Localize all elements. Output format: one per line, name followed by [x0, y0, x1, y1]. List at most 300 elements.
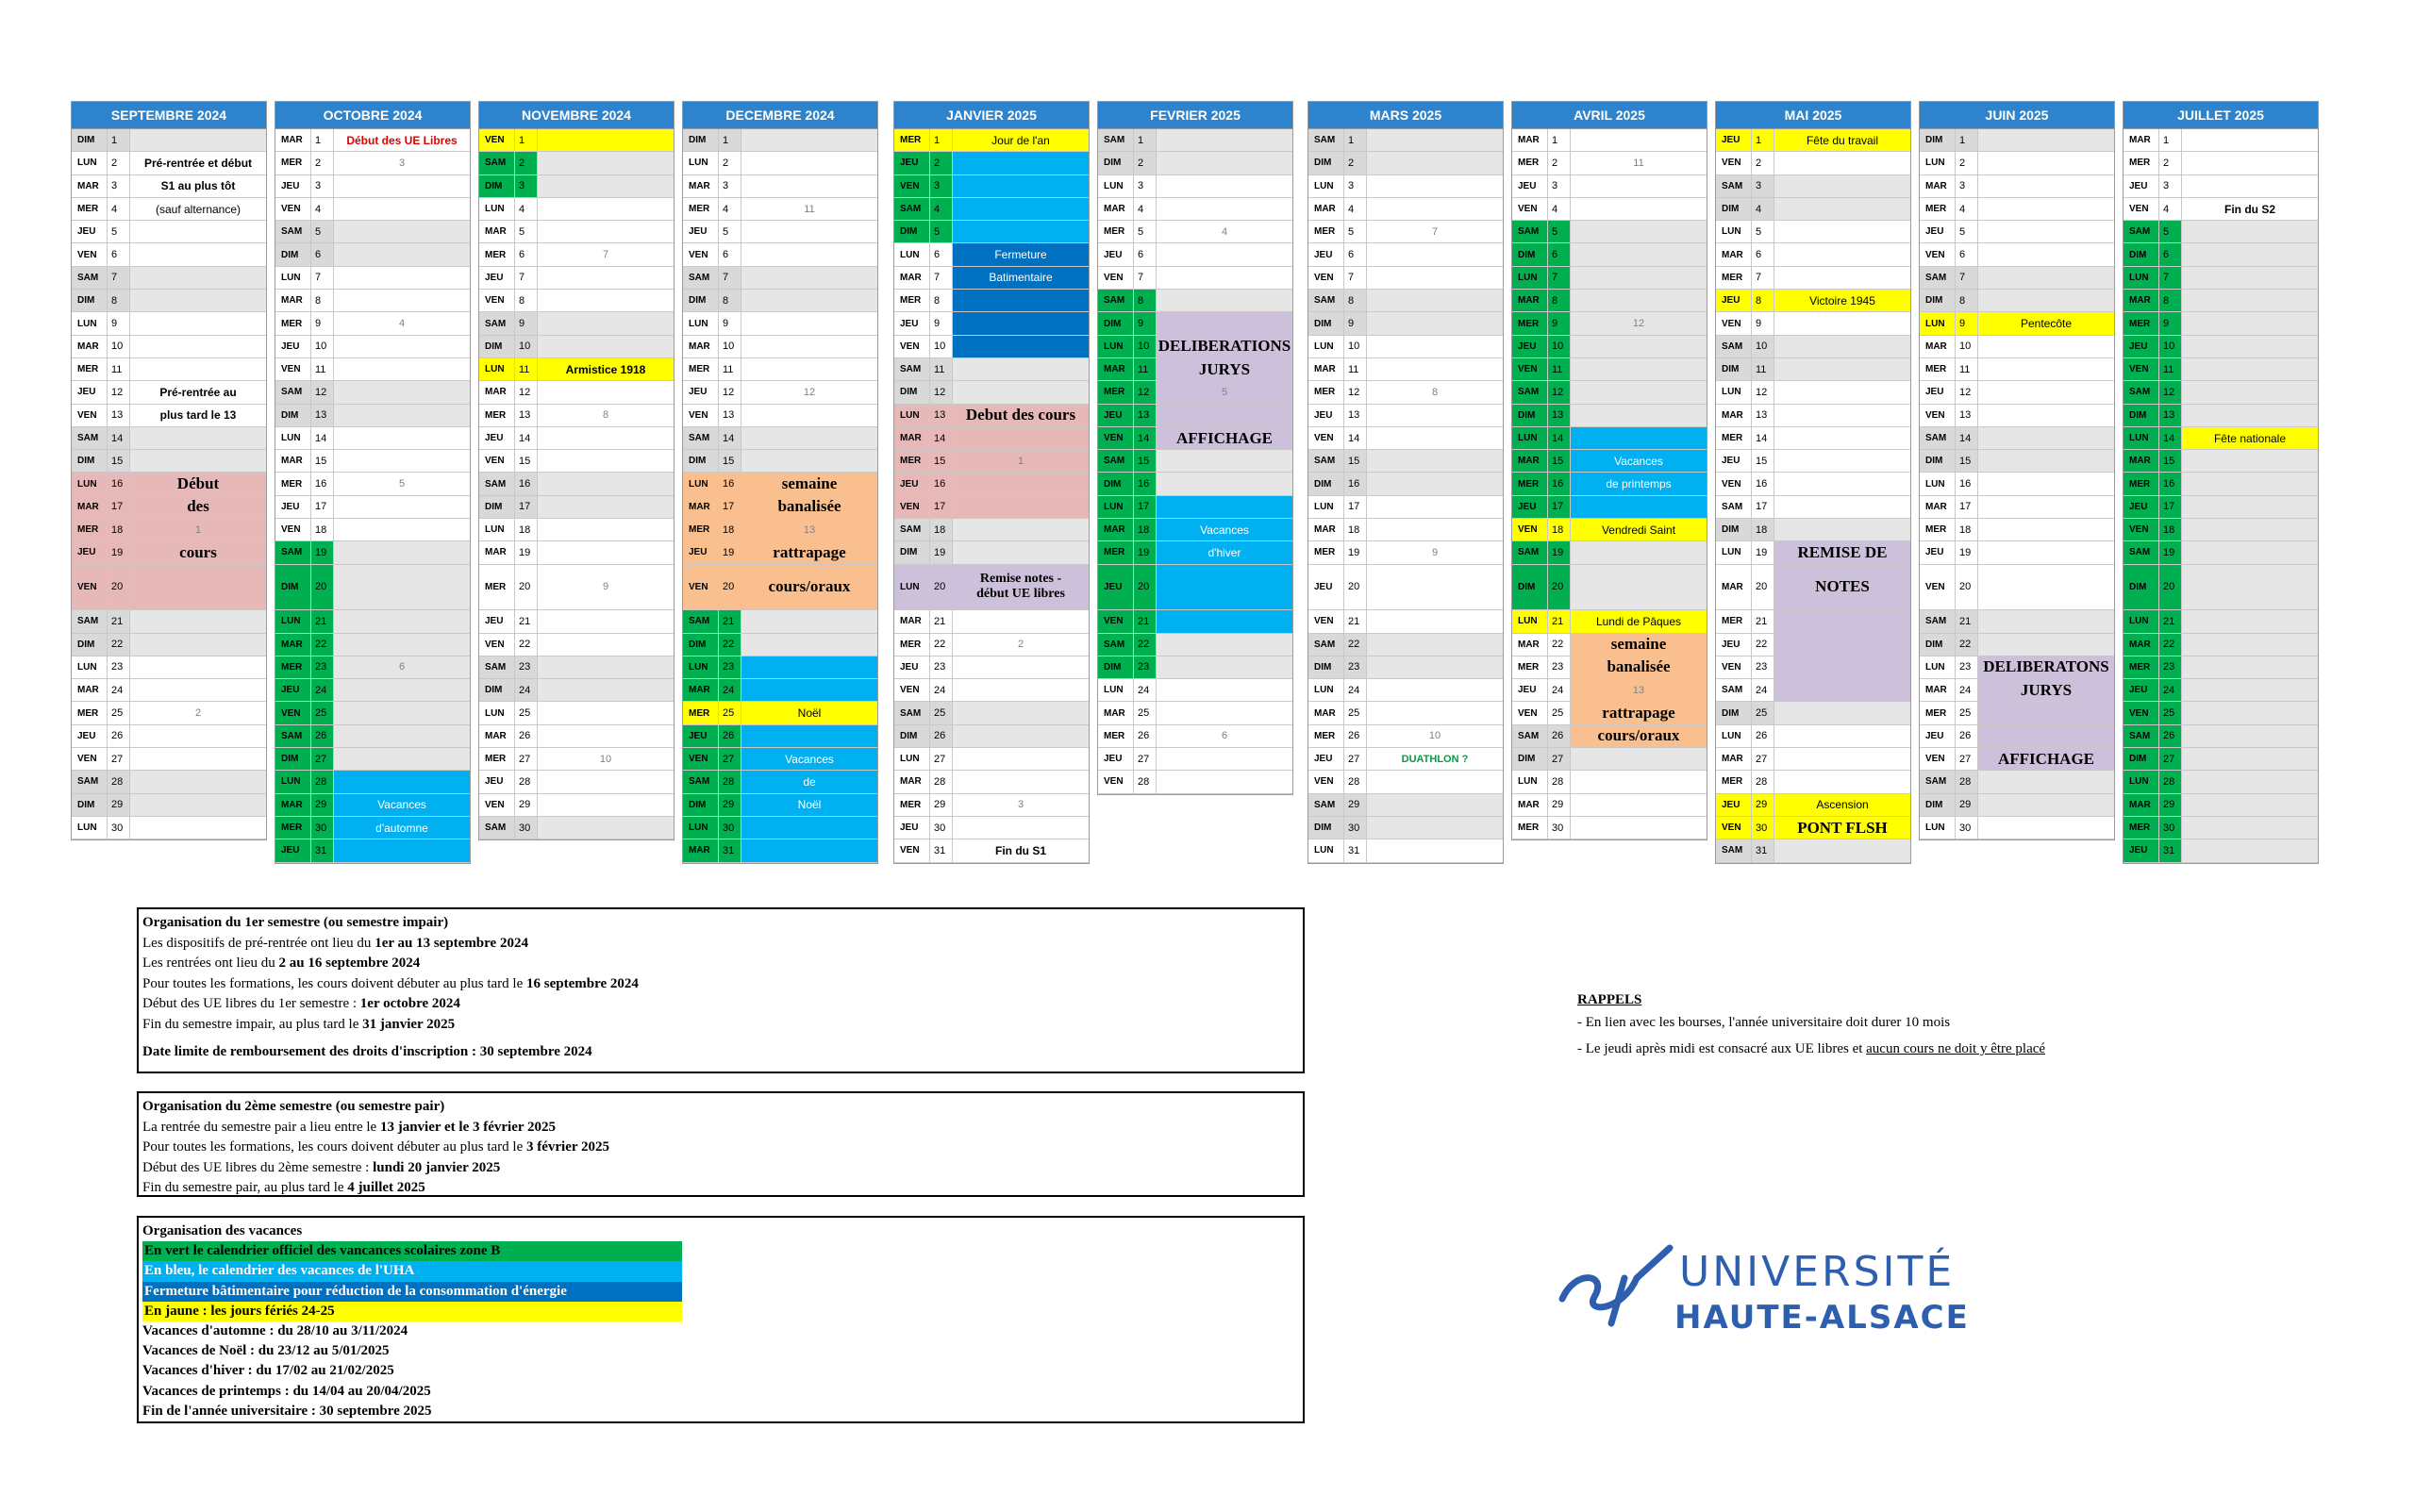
day-number: 2 — [1956, 152, 1978, 174]
weekday-label: SAM — [275, 725, 311, 747]
day-number: 9 — [108, 312, 130, 334]
day-row — [1920, 175, 2114, 198]
day-event — [538, 656, 674, 678]
day-number: 28 — [1548, 771, 1571, 792]
weekday-label: MAR — [1098, 198, 1134, 220]
day-number: 8 — [2159, 290, 2182, 311]
day-event — [2182, 702, 2318, 723]
day-number: 21 — [108, 610, 130, 632]
day-number: 1 — [311, 129, 334, 151]
day-number: 25 — [2159, 702, 2182, 723]
day-row — [683, 290, 877, 312]
weekday-label: SAM — [1308, 290, 1344, 311]
day-event: cours — [130, 541, 266, 563]
day-event — [538, 267, 674, 289]
day-row — [1920, 381, 2114, 404]
day-number: 13 — [108, 405, 130, 426]
weekday-label: LUN — [1512, 610, 1548, 632]
day-event — [1367, 198, 1503, 220]
day-row — [72, 656, 266, 679]
day-row — [479, 243, 674, 266]
day-number: 18 — [1344, 519, 1367, 540]
day-event: Vendredi Saint — [1571, 519, 1707, 540]
day-row — [1920, 771, 2114, 793]
day-row — [1920, 358, 2114, 381]
day-number: 8 — [108, 290, 130, 311]
weekday-label: MER — [1098, 381, 1134, 403]
weekday-label: MER — [683, 702, 719, 723]
day-number: 22 — [515, 634, 538, 656]
day-number: 26 — [719, 725, 741, 747]
weekday-label: LUN — [1920, 152, 1956, 174]
day-row — [479, 679, 674, 702]
day-row — [1920, 221, 2114, 243]
day-number: 14 — [1134, 427, 1157, 449]
day-number: 14 — [1548, 427, 1571, 449]
day-number: 8 — [515, 290, 538, 311]
weekday-label: SAM — [1098, 450, 1134, 472]
weekday-label: JEU — [1920, 725, 1956, 747]
day-number: 1 — [1752, 129, 1774, 151]
day-event — [1571, 748, 1707, 770]
day-number: 15 — [719, 450, 741, 472]
day-number: 31 — [930, 839, 953, 861]
day-event — [334, 198, 470, 220]
day-row — [1716, 129, 1910, 152]
day-row — [683, 405, 877, 427]
day-row — [683, 496, 877, 519]
day-number: 23 — [1548, 656, 1571, 678]
day-event — [1774, 771, 1910, 792]
weekday-label: JEU — [894, 312, 930, 334]
day-row — [275, 129, 470, 152]
weekday-label: MER — [894, 794, 930, 816]
day-row — [1308, 405, 1503, 427]
day-event — [1571, 496, 1707, 518]
day-event — [2182, 839, 2318, 861]
day-row — [1716, 152, 1910, 174]
day-event — [1978, 290, 2114, 311]
day-event — [1157, 152, 1292, 174]
weekday-label: VEN — [1920, 748, 1956, 770]
day-row — [1512, 267, 1707, 290]
day-event — [1774, 381, 1910, 403]
weekday-label: SAM — [72, 427, 108, 449]
day-event — [2182, 473, 2318, 494]
day-number: 17 — [930, 496, 953, 518]
day-row — [683, 198, 877, 221]
weekday-label: SAM — [1920, 610, 1956, 632]
day-event — [1157, 771, 1292, 792]
day-number: 3 — [1548, 175, 1571, 197]
day-number: 13 — [1956, 405, 1978, 426]
day-event — [334, 565, 470, 610]
weekday-label: MAR — [1716, 405, 1752, 426]
day-event — [334, 221, 470, 242]
day-number: 7 — [1134, 267, 1157, 289]
weekday-label: JEU — [894, 473, 930, 494]
weekday-label: VEN — [894, 175, 930, 197]
day-row — [683, 473, 877, 495]
day-row — [683, 679, 877, 702]
day-row — [683, 702, 877, 724]
weekday-label: VEN — [1098, 267, 1134, 289]
day-event — [1978, 794, 2114, 816]
day-number: 9 — [719, 312, 741, 334]
day-event: Batimentaire — [953, 267, 1089, 289]
day-number: 6 — [1956, 243, 1978, 265]
day-event: Fin du S2 — [2224, 202, 2275, 216]
weekday-label: VEN — [2124, 358, 2159, 380]
day-event — [1367, 152, 1503, 174]
day-number: 28 — [1752, 771, 1774, 792]
day-event: 8 — [602, 409, 609, 422]
weekday-label: MAR — [1716, 748, 1752, 770]
weekday-label: MAR — [275, 450, 311, 472]
weekday-label: DIM — [1098, 473, 1134, 494]
day-event — [953, 473, 1089, 494]
weekday-label: SAM — [72, 771, 108, 792]
day-event: Fermeture — [953, 243, 1089, 265]
day-event — [538, 152, 674, 174]
weekday-label: DIM — [1512, 243, 1548, 265]
day-number: 12 — [930, 381, 953, 403]
day-row — [1308, 610, 1503, 633]
uha-emblem-icon — [1562, 1248, 1670, 1323]
day-number: 30 — [1752, 817, 1774, 839]
day-event — [1978, 221, 2114, 242]
day-number: 24 — [1752, 679, 1774, 701]
day-number: 7 — [515, 267, 538, 289]
day-row — [1920, 541, 2114, 564]
weekday-label: MER — [1716, 427, 1752, 449]
day-event — [1571, 427, 1707, 449]
day-number: 19 — [108, 541, 130, 563]
day-row — [2124, 152, 2318, 174]
day-number: 29 — [719, 794, 741, 816]
weekday-label: VEN — [683, 405, 719, 426]
day-number: 6 — [1344, 243, 1367, 265]
day-row — [894, 748, 1089, 771]
day-row — [1308, 725, 1503, 748]
day-row — [72, 198, 266, 221]
day-number: 8 — [1956, 290, 1978, 311]
day-row — [1512, 496, 1707, 519]
day-event — [334, 702, 470, 723]
weekday-label: LUN — [1512, 427, 1548, 449]
day-row — [1716, 267, 1910, 290]
weekday-label: MAR — [72, 496, 108, 518]
day-event — [1774, 519, 1910, 540]
day-event: Noël — [741, 794, 877, 816]
day-number: 10 — [311, 336, 334, 357]
day-row — [1512, 381, 1707, 404]
weekday-label: MER — [1716, 267, 1752, 289]
weekday-label: VEN — [683, 243, 719, 265]
day-row — [2124, 702, 2318, 724]
weekday-label: DIM — [1512, 748, 1548, 770]
university-logo — [1557, 1240, 2009, 1335]
weekday-label: SAM — [1716, 839, 1752, 861]
day-row — [1512, 175, 1707, 198]
day-row — [1098, 358, 1292, 381]
day-row — [72, 312, 266, 335]
day-number: 12 — [2159, 381, 2182, 403]
day-row — [894, 243, 1089, 266]
day-number: 23 — [719, 656, 741, 678]
weekday-label: MAR — [1098, 358, 1134, 380]
weekday-label: MER — [1716, 771, 1752, 792]
day-number: 3 — [2159, 175, 2182, 197]
day-event — [1367, 175, 1503, 197]
weekday-label: JEU — [1512, 336, 1548, 357]
weekday-label: DIM — [683, 129, 719, 151]
weekday-label: JEU — [1716, 129, 1752, 151]
weekday-label: MER — [683, 519, 719, 540]
day-event — [1774, 427, 1910, 449]
day-number: 2 — [719, 152, 741, 174]
day-number: 18 — [108, 519, 130, 540]
day-number: 19 — [930, 541, 953, 563]
weekday-label: JEU — [275, 496, 311, 518]
weekday-label: VEN — [72, 748, 108, 770]
day-number: 2 — [2159, 152, 2182, 174]
weekday-label: JEU — [683, 381, 719, 403]
weekday-label: SAM — [894, 519, 930, 540]
weekday-label: LUN — [894, 405, 930, 426]
weekday-label: JEU — [1098, 243, 1134, 265]
day-row — [72, 610, 266, 633]
legend-dark-blue: Fermeture bâtimentaire pour réduction de la consommation d'énergie — [142, 1282, 682, 1302]
day-number: 15 — [1344, 450, 1367, 472]
weekday-label: MER — [1512, 312, 1548, 334]
day-number: 22 — [108, 634, 130, 656]
day-event — [1774, 267, 1910, 289]
day-row — [1308, 152, 1503, 174]
day-event — [538, 794, 674, 816]
day-event — [1978, 405, 2114, 426]
weekday-label: VEN — [275, 519, 311, 540]
day-event — [1157, 243, 1292, 265]
day-number: 2 — [515, 152, 538, 174]
day-row — [1308, 243, 1503, 266]
day-number: 23 — [311, 656, 334, 678]
day-row — [275, 152, 470, 174]
weekday-label: MER — [275, 473, 311, 494]
day-row — [1512, 702, 1707, 724]
day-event — [538, 221, 674, 242]
day-row — [2124, 610, 2318, 633]
day-event: Début des UE Libres — [346, 133, 458, 147]
day-number: 10 — [719, 336, 741, 357]
day-number: 19 — [1956, 541, 1978, 563]
day-number: 3 — [311, 175, 334, 197]
day-number: 14 — [930, 427, 953, 449]
day-number: 11 — [1752, 358, 1774, 380]
day-number: 16 — [1134, 473, 1157, 494]
day-row — [479, 336, 674, 358]
day-event — [1157, 748, 1292, 770]
day-event: rattrapage — [741, 541, 877, 563]
weekday-label: SAM — [479, 312, 515, 334]
weekday-label: LUN — [1716, 541, 1752, 563]
day-event — [1571, 381, 1707, 403]
day-row — [1512, 519, 1707, 541]
day-row — [683, 152, 877, 174]
weekday-label: LUN — [275, 267, 311, 289]
day-row — [1512, 290, 1707, 312]
day-row — [1512, 427, 1707, 450]
day-row — [2124, 312, 2318, 335]
day-event — [1774, 152, 1910, 174]
weekday-label: JEU — [479, 267, 515, 289]
weekday-label: VEN — [2124, 702, 2159, 723]
weekday-label: MER — [72, 198, 108, 220]
weekday-label: JEU — [2124, 679, 2159, 701]
weekday-label: JEU — [1308, 748, 1344, 770]
day-event: Fête nationale — [2182, 427, 2318, 449]
day-number: 24 — [515, 679, 538, 701]
day-row — [1716, 656, 1910, 679]
day-number: 5 — [1134, 221, 1157, 242]
day-number: 4 — [1548, 198, 1571, 220]
day-row — [479, 610, 674, 633]
day-number: 23 — [108, 656, 130, 678]
weekday-label: LUN — [683, 473, 719, 494]
day-row — [894, 794, 1089, 817]
weekday-label: SAM — [72, 267, 108, 289]
weekday-label: LUN — [683, 656, 719, 678]
day-row — [1716, 610, 1910, 633]
day-number: 30 — [311, 817, 334, 839]
day-number: 26 — [311, 725, 334, 747]
weekday-label: VEN — [2124, 519, 2159, 540]
day-number: 26 — [1134, 725, 1157, 747]
day-event: 4 — [1221, 225, 1228, 238]
day-event — [334, 519, 470, 540]
weekday-label: JEU — [894, 656, 930, 678]
day-row — [894, 496, 1089, 519]
day-row — [275, 221, 470, 243]
weekday-label: MER — [479, 243, 515, 265]
day-number: 8 — [719, 290, 741, 311]
day-number: 24 — [311, 679, 334, 701]
weekday-label: SAM — [1098, 634, 1134, 656]
weekday-label: DIM — [479, 679, 515, 701]
weekday-label: MER — [1308, 541, 1344, 563]
day-event — [741, 656, 877, 678]
day-number: 7 — [2159, 267, 2182, 289]
day-number: 10 — [515, 336, 538, 357]
day-number: 29 — [515, 794, 538, 816]
weekday-label: DIM — [1920, 129, 1956, 151]
semester1-box — [137, 907, 1305, 1073]
weekday-label: DIM — [275, 243, 311, 265]
weekday-label: VEN — [1512, 358, 1548, 380]
weekday-label: SAM — [1308, 129, 1344, 151]
day-row — [894, 152, 1089, 174]
weekday-label: LUN — [1308, 175, 1344, 197]
day-event — [1571, 541, 1707, 563]
weekday-label: MER — [1920, 198, 1956, 220]
day-row — [683, 427, 877, 450]
day-number: 3 — [1134, 175, 1157, 197]
day-event — [953, 610, 1089, 632]
weekday-label: VEN — [1716, 473, 1752, 494]
day-event: NOTES — [1774, 565, 1910, 610]
day-event — [538, 290, 674, 311]
day-number: 26 — [1956, 725, 1978, 747]
day-row — [1512, 634, 1707, 656]
day-number: 17 — [1956, 496, 1978, 518]
reminder-line: - Le jeudi après midi est consacré aux UE libres et aucun cours ne doit y être placé — [1577, 1041, 2046, 1056]
day-number: 25 — [1134, 702, 1157, 723]
day-row — [1512, 656, 1707, 679]
day-number: 26 — [2159, 725, 2182, 747]
day-number: 22 — [2159, 634, 2182, 656]
day-number: 19 — [1752, 541, 1774, 563]
day-event — [1978, 267, 2114, 289]
day-number: 27 — [1548, 748, 1571, 770]
weekday-label: MAR — [683, 175, 719, 197]
day-number: 15 — [930, 450, 953, 472]
day-event — [1157, 473, 1292, 494]
day-event — [1571, 267, 1707, 289]
weekday-label: LUN — [1098, 496, 1134, 518]
day-number: 2 — [108, 152, 130, 174]
weekday-label: MER — [275, 312, 311, 334]
day-event — [1157, 496, 1292, 518]
weekday-label: MAR — [2124, 794, 2159, 816]
day-event — [1571, 817, 1707, 839]
weekday-label: VEN — [479, 129, 515, 151]
day-row — [2124, 656, 2318, 679]
weekday-label: MER — [72, 519, 108, 540]
day-number: 6 — [719, 243, 741, 265]
weekday-label: MER — [2124, 473, 2159, 494]
weekday-label: MAR — [2124, 129, 2159, 151]
day-number: 17 — [1134, 496, 1157, 518]
day-event — [1978, 175, 2114, 197]
day-event — [130, 358, 266, 380]
day-number: 16 — [1548, 473, 1571, 494]
day-number: 18 — [930, 519, 953, 540]
day-row — [72, 175, 266, 198]
day-number: 31 — [2159, 839, 2182, 861]
day-number: 26 — [1548, 725, 1571, 747]
weekday-label: LUN — [1512, 771, 1548, 792]
weekday-label: VEN — [479, 794, 515, 816]
weekday-label: MAR — [1716, 565, 1752, 610]
day-row — [72, 129, 266, 152]
weekday-label: JEU — [275, 336, 311, 357]
day-number: 21 — [930, 610, 953, 632]
day-row — [1512, 450, 1707, 473]
day-number: 13 — [2159, 405, 2182, 426]
day-row — [275, 473, 470, 495]
day-number: 27 — [108, 748, 130, 770]
day-row — [1098, 312, 1292, 335]
day-row — [275, 725, 470, 748]
day-row — [1920, 405, 2114, 427]
weekday-label: MAR — [479, 381, 515, 403]
day-event — [538, 312, 674, 334]
weekday-label: MAR — [2124, 290, 2159, 311]
day-row — [1308, 290, 1503, 312]
day-row — [1098, 771, 1292, 793]
day-row — [275, 748, 470, 771]
weekday-label: DIM — [1098, 152, 1134, 174]
